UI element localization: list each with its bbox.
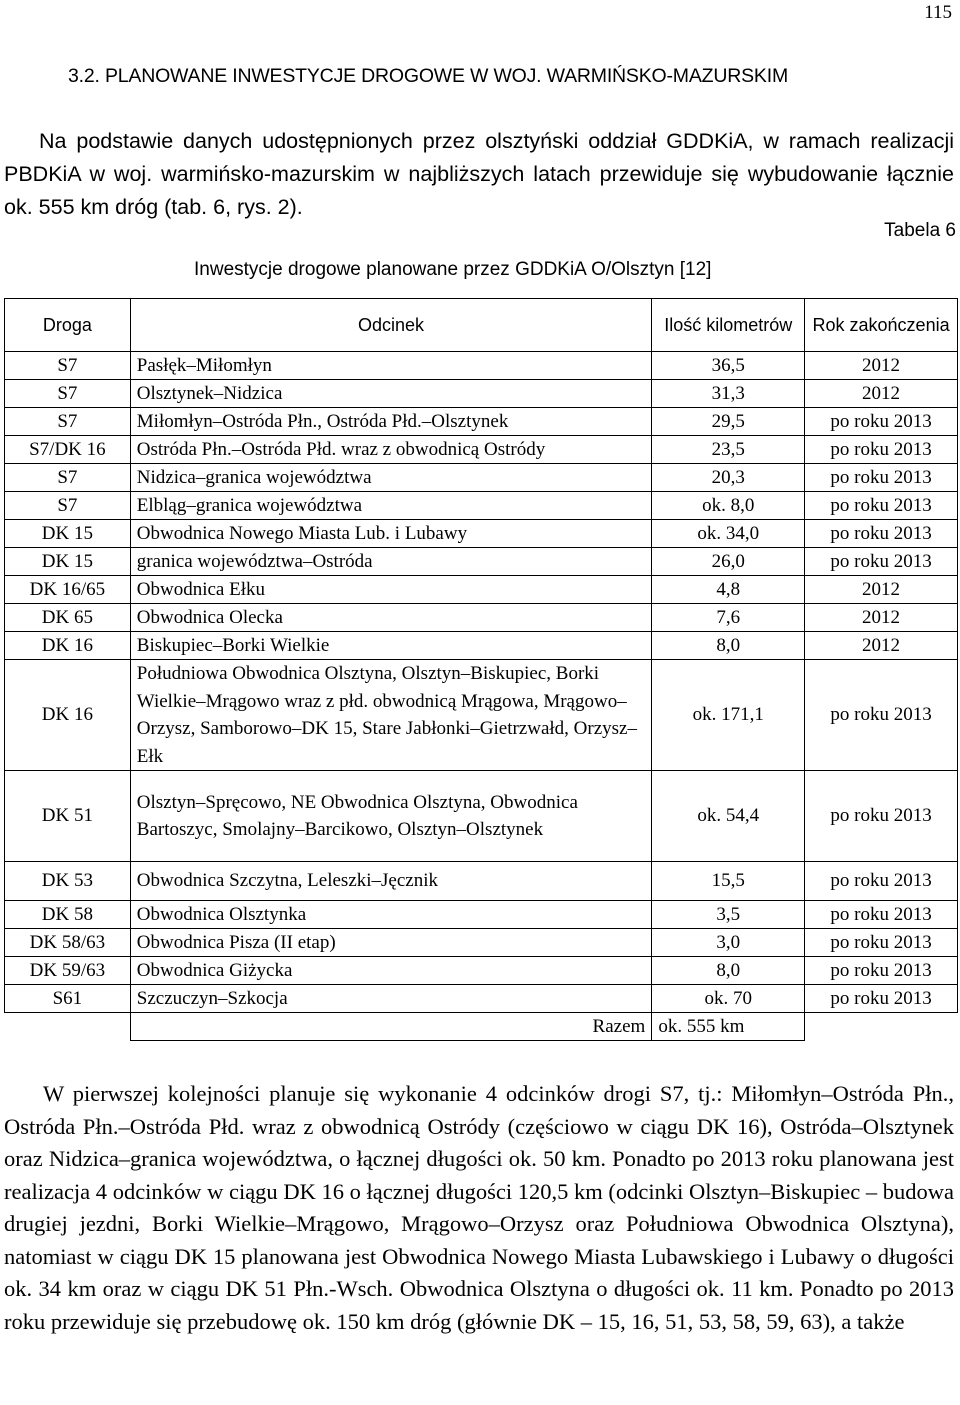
header-odcinek: Odcinek [130,299,652,352]
table-row [5,520,958,548]
cell-droga: S7 [5,408,131,436]
cell-droga: S7 [5,352,131,380]
table-row [5,492,958,520]
cell-odcinek: Olsztyn–Spręcowo, NE Obwodnica Olsztyna, Obwodnica Bartoszyc, Smolajny–Barcikowo, Olsztyn–Olsztynek [130,771,652,862]
cell-droga: DK 59/63 [5,957,131,985]
cell-odcinek: Miłomłyn–Ostróda Płn., Ostróda Płd.–Olsztynek [130,408,652,436]
table-row [5,632,958,660]
cell-km: 8,0 [652,632,805,660]
cell-km: 4,8 [652,576,805,604]
table-label: Tabela 6 [884,220,956,241]
table-header-row [5,299,958,352]
cell-km: ok. 8,0 [652,492,805,520]
cell-odcinek: Ostróda Płn.–Ostróda Płd. wraz z obwodnicą Ostródy [130,436,652,464]
table-row [5,985,958,1013]
table-row [5,576,958,604]
cell-droga: S7 [5,464,131,492]
table-caption: Inwestycje drogowe planowane przez GDDKiA O/Olsztyn [12] [194,259,712,280]
cell-km: 31,3 [652,380,805,408]
cell-rok: po roku 2013 [805,464,958,492]
section-heading: 3.2. PLANOWANE INWESTYCJE DROGOWE W WOJ. WARMIŃSKO-MAZURSKIM [68,65,789,87]
cell-droga: S61 [5,985,131,1013]
cell-odcinek: Obwodnica Szczytna, Leleszki–Jęcznik [130,862,652,901]
cell-km: ok. 70 [652,985,805,1013]
cell-odcinek: Obwodnica Olecka [130,604,652,632]
table-row [5,604,958,632]
cell-km: 3,5 [652,901,805,929]
table-row [5,408,958,436]
cell-odcinek: Obwodnica Olsztynka [130,901,652,929]
cell-odcinek: Obwodnica Giżycka [130,957,652,985]
cell-droga: DK 65 [5,604,131,632]
cell-odcinek: Pasłęk–Miłomłyn [130,352,652,380]
cell-km: ok. 171,1 [652,660,805,771]
table-row [5,464,958,492]
cell-km: 29,5 [652,408,805,436]
cell-rok: po roku 2013 [805,408,958,436]
table-row [5,436,958,464]
cell-odcinek: Elbląg–granica województwa [130,492,652,520]
cell-odcinek: Obwodnica Nowego Miasta Lub. i Lubawy [130,520,652,548]
table-row [5,352,958,380]
table-row [5,957,958,985]
cell-rok: po roku 2013 [805,548,958,576]
cell-rok: 2012 [805,632,958,660]
cell-rok: 2012 [805,576,958,604]
table-body [5,352,958,1041]
cell-km: 36,5 [652,352,805,380]
cell-rok: po roku 2013 [805,771,958,862]
header-km: Ilość kilometrów [652,299,805,352]
cell-droga: DK 15 [5,548,131,576]
table-row [5,380,958,408]
cell-rok: po roku 2013 [805,957,958,985]
cell-rok: po roku 2013 [805,862,958,901]
cell-odcinek: Obwodnica Ełku [130,576,652,604]
cell-odcinek: Szczuczyn–Szkocja [130,985,652,1013]
cell-droga: DK 51 [5,771,131,862]
cell-droga: DK 16 [5,632,131,660]
cell-km: 15,5 [652,862,805,901]
table-total-row [5,1013,958,1041]
cell-droga: DK 15 [5,520,131,548]
cell-droga: DK 58/63 [5,929,131,957]
cell-km: 8,0 [652,957,805,985]
cell-rok: po roku 2013 [805,436,958,464]
header-droga: Droga [5,299,131,352]
cell-rok: po roku 2013 [805,492,958,520]
cell-odcinek: Południowa Obwodnica Olsztyna, Olsztyn–Biskupiec, Borki Wielkie–Mrągowo wraz z płd. obwodnicą Mrągowa, Mrągowo–Orzysz, Samborowo–DK 15, Stare Jabłonki–Gietrzwałd, Orzysz–Ełk [130,660,652,771]
cell-rok: po roku 2013 [805,901,958,929]
body-paragraph: W pierwszej kolejności planuje się wykonanie 4 odcinków drogi S7, tj.: Miłomłyn–Ostróda Płn., Ostróda Płn.–Ostróda Płd. wraz z obwodnicą Ostródy (częściowo w ciągu DK 16), Ostróda–Olsztynek oraz Nidzica–granica województwa, o łącznej długości ok. 50 km. Ponadto po 2013 roku planowana jest realizacja 4 odcinków w ciągu DK 16 o łącznej długości 120,5 km (odcinki Olsztyn–Biskupiec – budowa drugiej jezdni, Borki Wielkie–Mrągowo, Mrągowo–Orzysz oraz Południowa Obwodnica Olsztyna), natomiast w ciągu DK 15 planowana jest Obwodnica Nowego Miasta Lubawskiego i Lubawy o długości ok. 34 km oraz w ciągu DK 51 Płn.-Wsch. Obwodnica Olsztyna o długości ok. 11 km. Ponadto po 2013 roku przewiduje się przebudowę ok. 150 km dróg (głównie DK – 15, 16, 51, 53, 58, 59, 63), a także [4,1081,954,1334]
cell-odcinek: Olsztynek–Nidzica [130,380,652,408]
table-row [5,771,958,862]
total-spacer [805,1013,958,1041]
total-spacer [5,1013,131,1041]
cell-droga: S7 [5,492,131,520]
cell-droga: DK 16/65 [5,576,131,604]
cell-droga: S7/DK 16 [5,436,131,464]
cell-km: ok. 54,4 [652,771,805,862]
table-row [5,862,958,901]
cell-rok: po roku 2013 [805,985,958,1013]
page-number: 115 [924,2,952,23]
intro-paragraph: Na podstawie danych udostępnionych przez olsztyński oddział GDDKiA, w ramach realizacji PBDKiA w woj. warmińsko-mazurskim w najbliższych latach przewiduje się wybudowanie łącznie ok. 555 km dróg (tab. 6, rys. 2). [4,129,954,219]
cell-odcinek: Obwodnica Pisza (II etap) [130,929,652,957]
cell-km: ok. 34,0 [652,520,805,548]
cell-rok: 2012 [805,604,958,632]
cell-odcinek: Nidzica–granica województwa [130,464,652,492]
header-rok: Rok zakończenia [805,299,958,352]
cell-rok: po roku 2013 [805,929,958,957]
cell-droga: DK 16 [5,660,131,771]
cell-rok: 2012 [805,380,958,408]
cell-droga: S7 [5,380,131,408]
cell-rok: po roku 2013 [805,660,958,771]
table-row [5,548,958,576]
total-value: ok. 555 km [652,1013,805,1041]
table-row [5,901,958,929]
investment-table [4,298,958,1041]
table-row [5,929,958,957]
cell-km: 7,6 [652,604,805,632]
cell-rok: 2012 [805,352,958,380]
cell-km: 3,0 [652,929,805,957]
cell-km: 23,5 [652,436,805,464]
total-label: Razem [130,1013,652,1041]
table-row [5,660,958,771]
cell-droga: DK 53 [5,862,131,901]
cell-odcinek: Biskupiec–Borki Wielkie [130,632,652,660]
cell-rok: po roku 2013 [805,520,958,548]
cell-km: 26,0 [652,548,805,576]
cell-km: 20,3 [652,464,805,492]
cell-droga: DK 58 [5,901,131,929]
cell-odcinek: granica województwa–Ostróda [130,548,652,576]
